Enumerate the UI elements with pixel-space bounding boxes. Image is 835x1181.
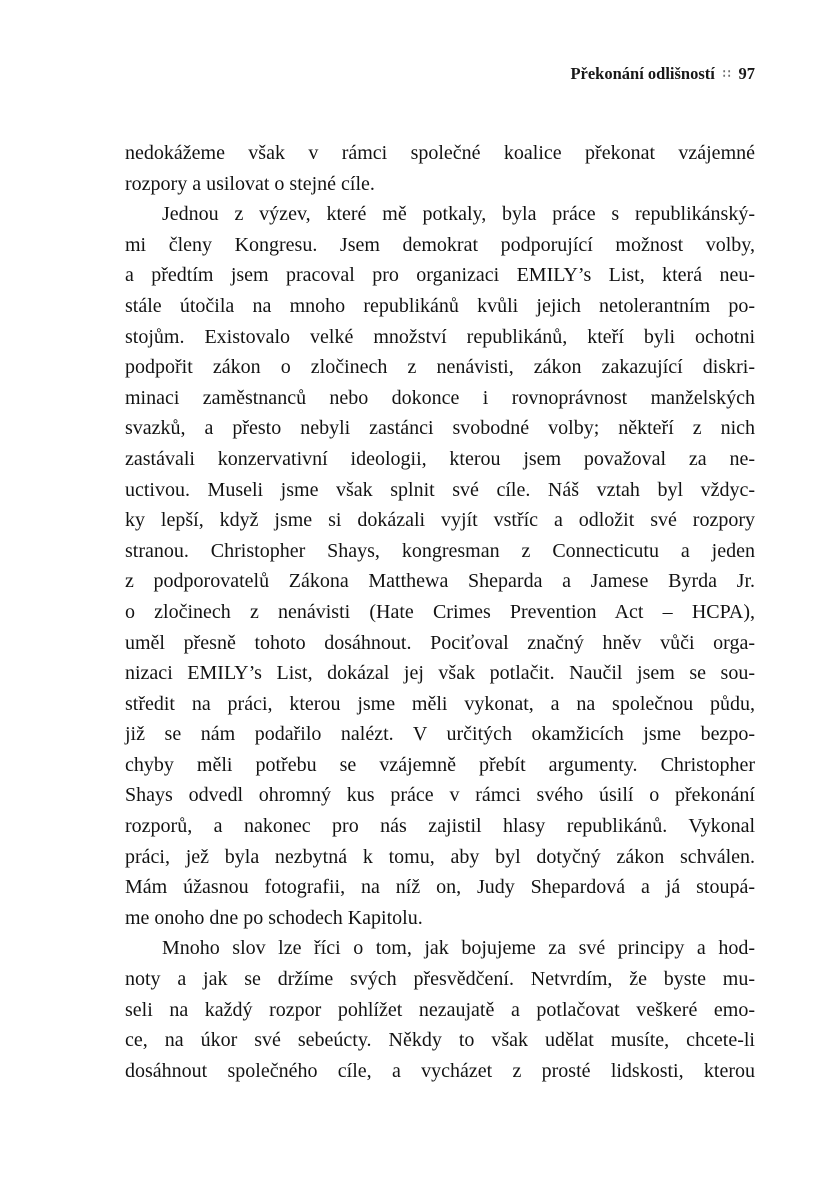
line-text: dosáhnout společného cíle, a vycházet z prosté lidskosti, kterou	[125, 1059, 755, 1082]
text-line	[125, 352, 755, 383]
line-text: rozpory a usilovat o stejné cíle.	[125, 172, 375, 195]
text-line	[125, 383, 755, 414]
line-text: stranou. Christopher Shays, kongresman z Connecticutu a jeden	[125, 539, 755, 562]
line-text: zastávali konzervativní ideologii, kterou jsem považoval za ne-	[125, 447, 755, 470]
line-text: mi členy Kongresu. Jsem demokrat podporující možnost volby,	[125, 233, 755, 256]
text-line	[125, 811, 755, 842]
text-line	[125, 475, 755, 506]
text-line	[125, 750, 755, 781]
text-line	[125, 138, 755, 169]
text-line	[125, 872, 755, 903]
line-text: Mám úžasnou fotografii, na níž on, Judy Shepardová a já stoupá-	[125, 876, 755, 899]
line-text: nizaci EMILY’s List, dokázal jej však potlačit. Naučil jsem se sou-	[125, 662, 755, 685]
running-title: Překonání odlišností	[570, 64, 715, 83]
line-text: me onoho dne po schodech Kapitolu.	[125, 906, 423, 929]
text-line	[125, 933, 755, 964]
line-text: stojům. Existovalo velké množství republikánů, kteří byli ochotni	[125, 325, 755, 348]
line-text: minaci zaměstnanců nebo dokonce i rovnoprávnost manželských	[125, 386, 755, 409]
text-line	[125, 322, 755, 353]
running-head	[125, 64, 755, 85]
line-text: stále útočila na mnoho republikánů kvůli jejich netolerantním po-	[125, 294, 755, 317]
text-line	[125, 842, 755, 873]
separator-ornament-icon: ∷	[722, 67, 732, 81]
line-text: uměl přesně tohoto dosáhnout. Pociťoval značný hněv vůči orga-	[125, 631, 755, 654]
text-line	[125, 169, 755, 200]
line-text: a předtím jsem pracoval pro organizaci EMILY’s List, která neu-	[125, 264, 755, 287]
line-text: středit na práci, kterou jsme měli vykonat, a na společnou půdu,	[125, 692, 755, 715]
line-text: o zločinech z nenávisti (Hate Crimes Prevention Act – HCPA),	[125, 600, 755, 623]
line-text: uctivou. Museli jsme však splnit své cíle. Náš vztah byl vždyc-	[125, 478, 755, 501]
text-line	[125, 719, 755, 750]
text-line	[125, 260, 755, 291]
text-line	[125, 230, 755, 261]
line-text: podpořit zákon o zločinech z nenávisti, zákon zakazující diskri-	[125, 356, 755, 379]
paragraph	[125, 933, 755, 1086]
line-text: svazků, a přesto nebyli zastánci svobodné volby; někteří z nich	[125, 417, 755, 440]
text-line	[125, 505, 755, 536]
text-line	[125, 780, 755, 811]
line-text: z podporovatelů Zákona Matthewa Sheparda a Jamese Byrda Jr.	[125, 570, 755, 593]
paragraph	[125, 199, 755, 933]
line-text: noty a jak se držíme svých přesvědčení. Netvrdím, že byste mu-	[125, 968, 755, 991]
text-line	[125, 413, 755, 444]
line-text: rozporů, a nakonec pro nás zajistil hlasy republikánů. Vykonal	[125, 815, 755, 838]
line-text: Jednou z výzev, které mě potkaly, byla práce s republikánský-	[162, 203, 755, 226]
line-text: nedokážeme však v rámci společné koalice překonat vzájemné	[125, 142, 755, 164]
line-text: Shays odvedl ohromný kus práce v rámci svého úsilí o překonání	[125, 784, 755, 807]
text-line	[125, 1025, 755, 1056]
text-line	[125, 628, 755, 659]
text-line	[125, 658, 755, 689]
text-line	[125, 291, 755, 322]
text-line	[125, 199, 755, 230]
line-text: chyby měli potřebu se vzájemně přebít argumenty. Christopher	[125, 753, 755, 776]
page-number: 97	[738, 64, 755, 83]
text-line	[125, 964, 755, 995]
line-text: práci, jež byla nezbytná k tomu, aby byl dotyčný zákon schválen.	[125, 845, 755, 868]
text-line	[125, 597, 755, 628]
paragraph	[125, 138, 755, 199]
text-line	[125, 995, 755, 1026]
line-text: Mnoho slov lze říci o tom, jak bojujeme za své principy a hod-	[162, 937, 755, 960]
line-text: již se nám podařilo nalézt. V určitých okamžicích jsme bezpo-	[125, 723, 755, 746]
text-line	[125, 566, 755, 597]
text-block	[125, 138, 755, 1086]
line-text: ky lepší, když jsme si dokázali vyjít vstříc a odložit své rozpory	[125, 509, 755, 532]
text-line	[125, 903, 755, 934]
text-line	[125, 536, 755, 567]
text-line	[125, 444, 755, 475]
line-text: ce, na úkor své sebeúcty. Někdy to však udělat musíte, chcete-li	[125, 1029, 755, 1052]
text-line	[125, 689, 755, 720]
text-line	[125, 1056, 755, 1087]
line-text: seli na každý rozpor pohlížet nezaujatě a potlačovat veškeré emo-	[125, 998, 755, 1021]
